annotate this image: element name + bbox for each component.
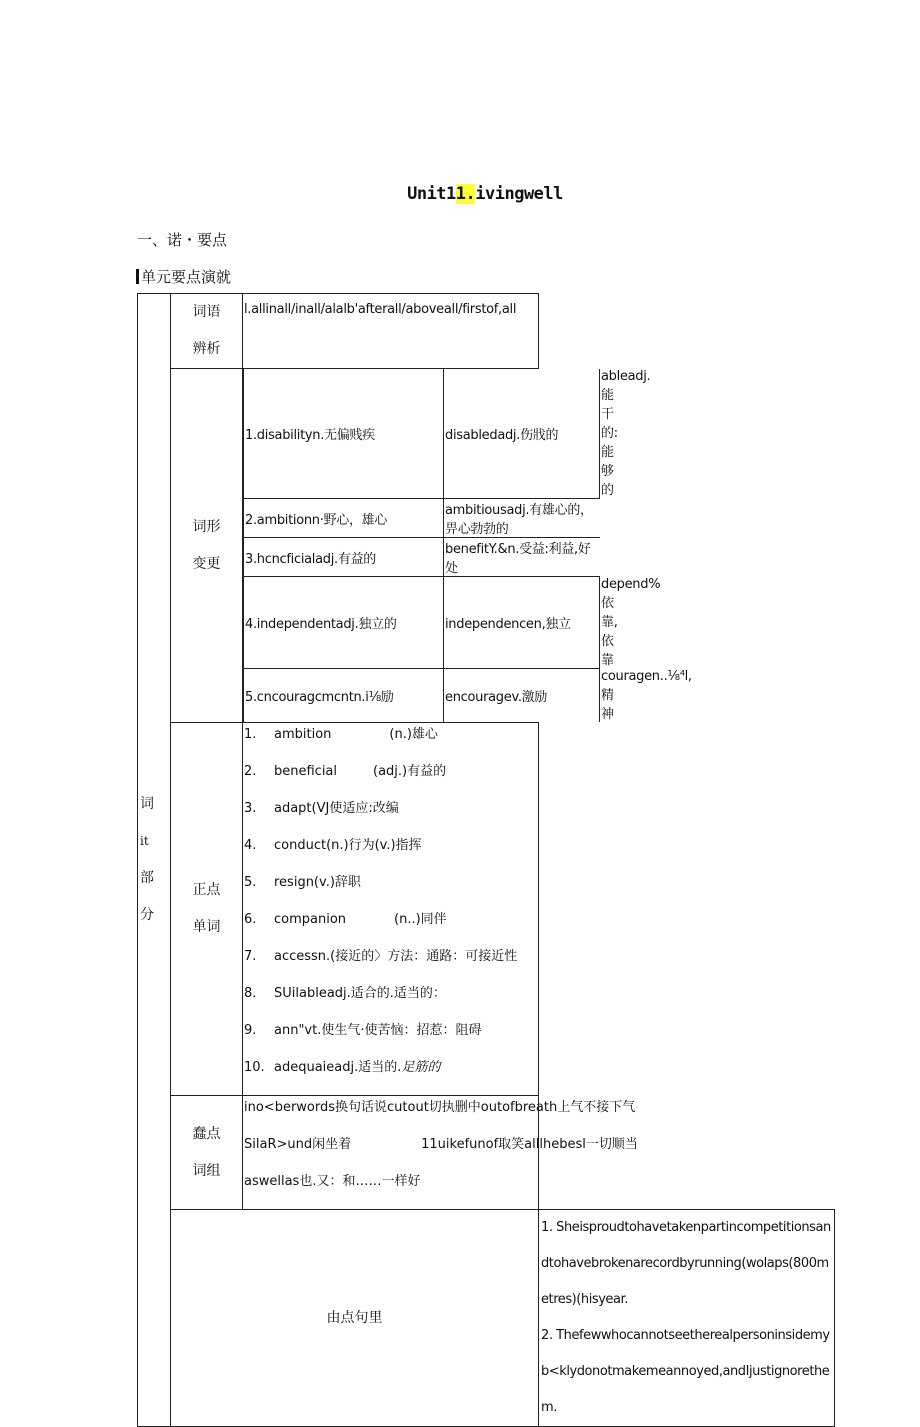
list-item: 8. SUilableadj.适合的.适当的： (244, 986, 446, 1001)
vocab-part-label: 词 it 部 分 (138, 294, 171, 1427)
phrase-line: SilaR>und闲坐着 11uikefunof取笑alllhebesl一切顺当 (244, 1137, 638, 1152)
list-item: 9. ann"vt.使生气·使苦恼：招惹：阻碍 (244, 1023, 482, 1038)
analysis-text: l.allinall/inall/alalb'afterall/aboveall/firstof,all (243, 294, 539, 369)
word-form-cell: encouragev.激励 (444, 669, 600, 723)
key-words-list (243, 723, 539, 1096)
word-form-cell: 5.cncouragcmcntn.i⅛励 (244, 669, 444, 723)
phrases-label: 蠢点 词组 (171, 1096, 243, 1210)
word-form-cell: 3.hcncficialadj.有益的 (244, 538, 444, 577)
word-form-cell: 2.ambitionn·野心，雄心 (244, 499, 444, 538)
word-form-cell: benefitY.&n.受益:利益,好处 (444, 538, 600, 577)
word-form-cell: disabledadj.伤戕的 (444, 369, 600, 499)
list-item: 10. adequaieadj.适当的.足筋的 (244, 1060, 441, 1075)
word-forms-label: 词形 变更 (171, 369, 243, 723)
list-item: 2. beneficial (adj.)有益的 (244, 764, 447, 779)
word-form-cell: ambitiousadj.有雄心的，畀心勃勃的 (444, 499, 600, 538)
list-item: 6. companion (n..)同伴 (244, 912, 447, 927)
section-heading-2: 单元要点演就 (136, 266, 231, 287)
word-forms-table: 1.disabilityn.无偏贱疾 disabledadj.伤戕的 ableadj.能干的:能够的 2.ambitionn·野心，雄心 ambitiousadj.有雄心的，畀心勃勃的 3.hcncficialadj.有益的 benefitY.&n.受益:利益,好处 4.independentadj.独立的 independencen,独立 depend%依靠,依靠 5.cncouragcmcntn.i⅛励 encouragev.激励 couragen..⅛⁴l,精神 (245, 369, 692, 722)
analysis-label: 词语 辨析 (171, 294, 243, 369)
list-item: 3. adapt(VJ使适应:改编 (244, 801, 399, 816)
phrase-line: aswellas也.又：和……一样好 (244, 1174, 421, 1189)
unit-summary-table (137, 293, 835, 1427)
list-item: 1. ambition (n.)雄心 (244, 727, 438, 742)
section-heading-1: 一、诺・要点 (137, 231, 228, 249)
word-form-cell: 4.independentadj.独立的 (244, 577, 444, 669)
phrases-list (243, 1096, 638, 1210)
word-form-cell: 1.disabilityn.无偏贱疾 (244, 369, 444, 499)
list-item: 5. resign(v.)辞职 (244, 875, 361, 890)
key-words-label: 正点 单词 (171, 723, 243, 1096)
sentences-label: 由点句里 (171, 1210, 539, 1427)
sentence-item: 2. Thefewwhocannotseetherealpersoninsidemyb<klydonotmakemeannoyed,andIjustignorethem. (541, 1328, 830, 1415)
word-form-cell: independencen,独立 (444, 577, 600, 669)
title-highlight: 1. (455, 184, 476, 204)
list-item: 4. conduct(n.)行为(v.)指挥 (244, 838, 422, 853)
phrase-line: ino<berwords换句话说cutout切执删中outofbreath上气不接下气 (244, 1100, 636, 1115)
heading-bar (136, 269, 139, 284)
sentences-list (539, 1210, 835, 1427)
list-item: 7. accessn.(接近的〉方法：通路：可接近性 (244, 949, 518, 964)
document-title: Unit11.ivingwell (407, 184, 563, 204)
sentence-item: 1. Sheisproudtohavetakenpartincompetitionsandtohavebrokenarecordbyrunning(wolaps(800metres)(hisyear. (541, 1220, 831, 1307)
